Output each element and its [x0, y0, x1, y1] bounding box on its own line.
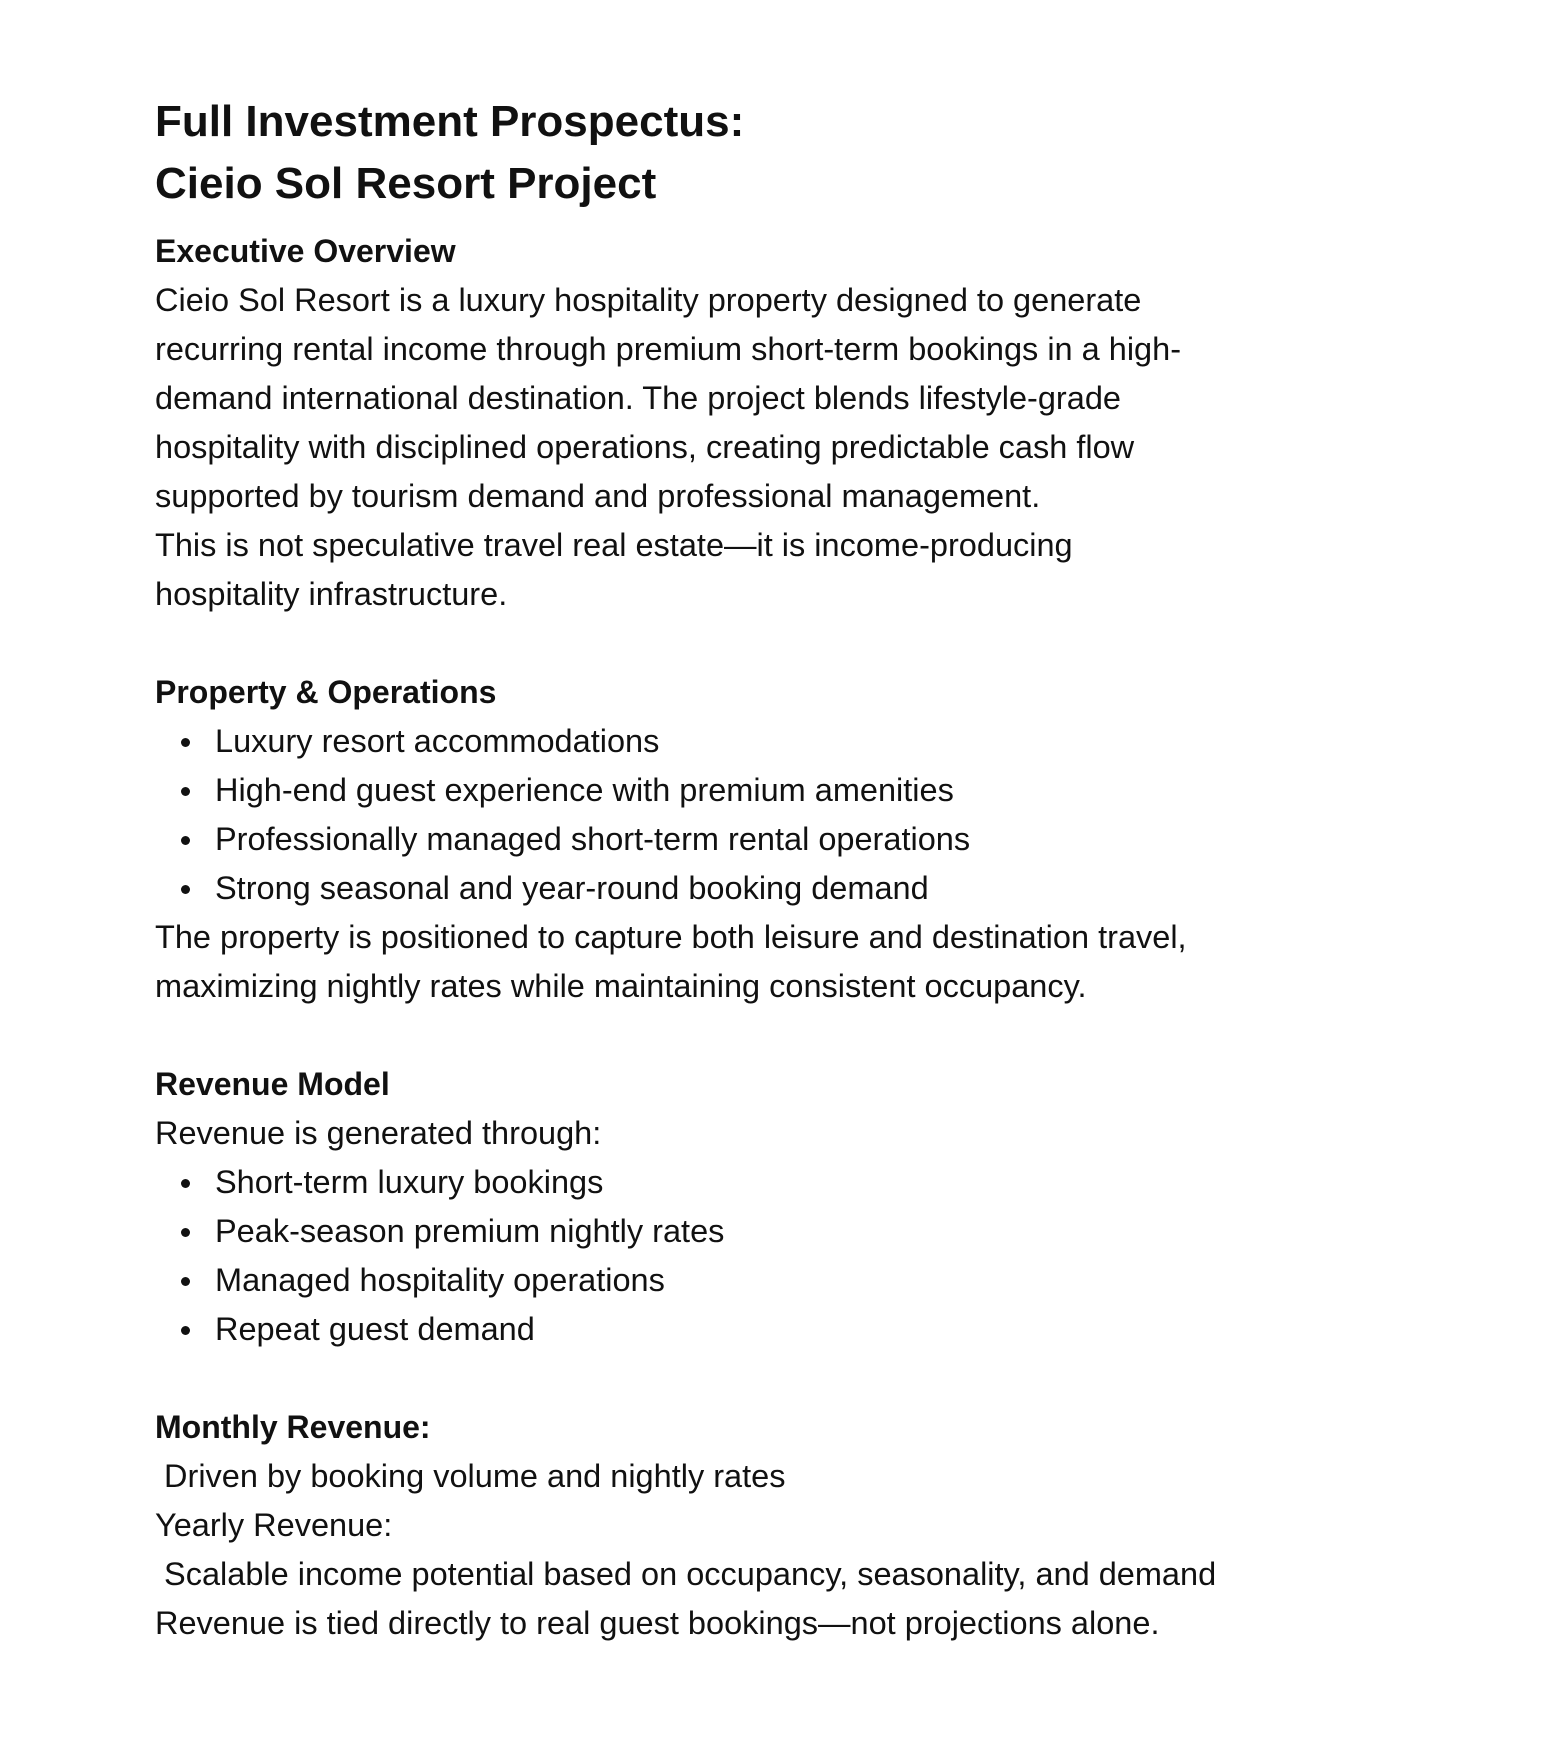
monthly-revenue-heading: Monthly Revenue: [155, 1409, 431, 1445]
paragraph-line: This is not speculative travel real estate—it is income-producing [155, 527, 1073, 563]
revenue-model-heading: Revenue Model [155, 1066, 390, 1102]
property-bullet-list [155, 717, 1505, 913]
title-line: Full Investment Prospectus: [155, 97, 745, 146]
list-item: Short-term luxury bookings [155, 1158, 1505, 1207]
list-item: Managed hospitality operations [155, 1256, 1505, 1305]
document-title [155, 91, 1505, 215]
list-item: Luxury resort accommodations [155, 717, 1505, 766]
list-item: High-end guest experience with premium amenities [155, 766, 1505, 815]
prospectus-document [155, 91, 1505, 1648]
paragraph-line: The property is positioned to capture both leisure and destination travel, [155, 919, 1187, 955]
paragraph-line: Revenue is tied directly to real guest bookings—not projections alone. [155, 1605, 1160, 1641]
title-line: Cieio Sol Resort Project [155, 159, 657, 208]
paragraph-line: hospitality infrastructure. [155, 576, 508, 612]
paragraph-line: Cieio Sol Resort is a luxury hospitality property designed to generate [155, 282, 1142, 318]
revenue-bullet-list [155, 1158, 1505, 1354]
paragraph-line: hospitality with disciplined operations, creating predictable cash flow [155, 429, 1135, 465]
spacer [155, 619, 1505, 668]
spacer [155, 1011, 1505, 1060]
list-item: Strong seasonal and year-round booking demand [155, 864, 1505, 913]
paragraph-line: Driven by booking volume and nightly rates [155, 1458, 786, 1494]
list-item: Professionally managed short-term rental operations [155, 815, 1505, 864]
paragraph-line: maximizing nightly rates while maintaining consistent occupancy. [155, 968, 1087, 1004]
paragraph-line: Revenue is generated through: [155, 1115, 602, 1151]
paragraph-line: supported by tourism demand and professional management. [155, 478, 1041, 514]
property-operations-heading: Property & Operations [155, 674, 497, 710]
paragraph-line: Yearly Revenue: [155, 1507, 393, 1543]
paragraph-line: recurring rental income through premium short-term bookings in a high- [155, 331, 1182, 367]
paragraph-line: demand international destination. The project blends lifestyle-grade [155, 380, 1121, 416]
paragraph-line: Scalable income potential based on occupancy, seasonality, and demand [155, 1556, 1217, 1592]
list-item: Peak-season premium nightly rates [155, 1207, 1505, 1256]
spacer [155, 1354, 1505, 1403]
executive-overview-heading: Executive Overview [155, 233, 456, 269]
list-item: Repeat guest demand [155, 1305, 1505, 1354]
